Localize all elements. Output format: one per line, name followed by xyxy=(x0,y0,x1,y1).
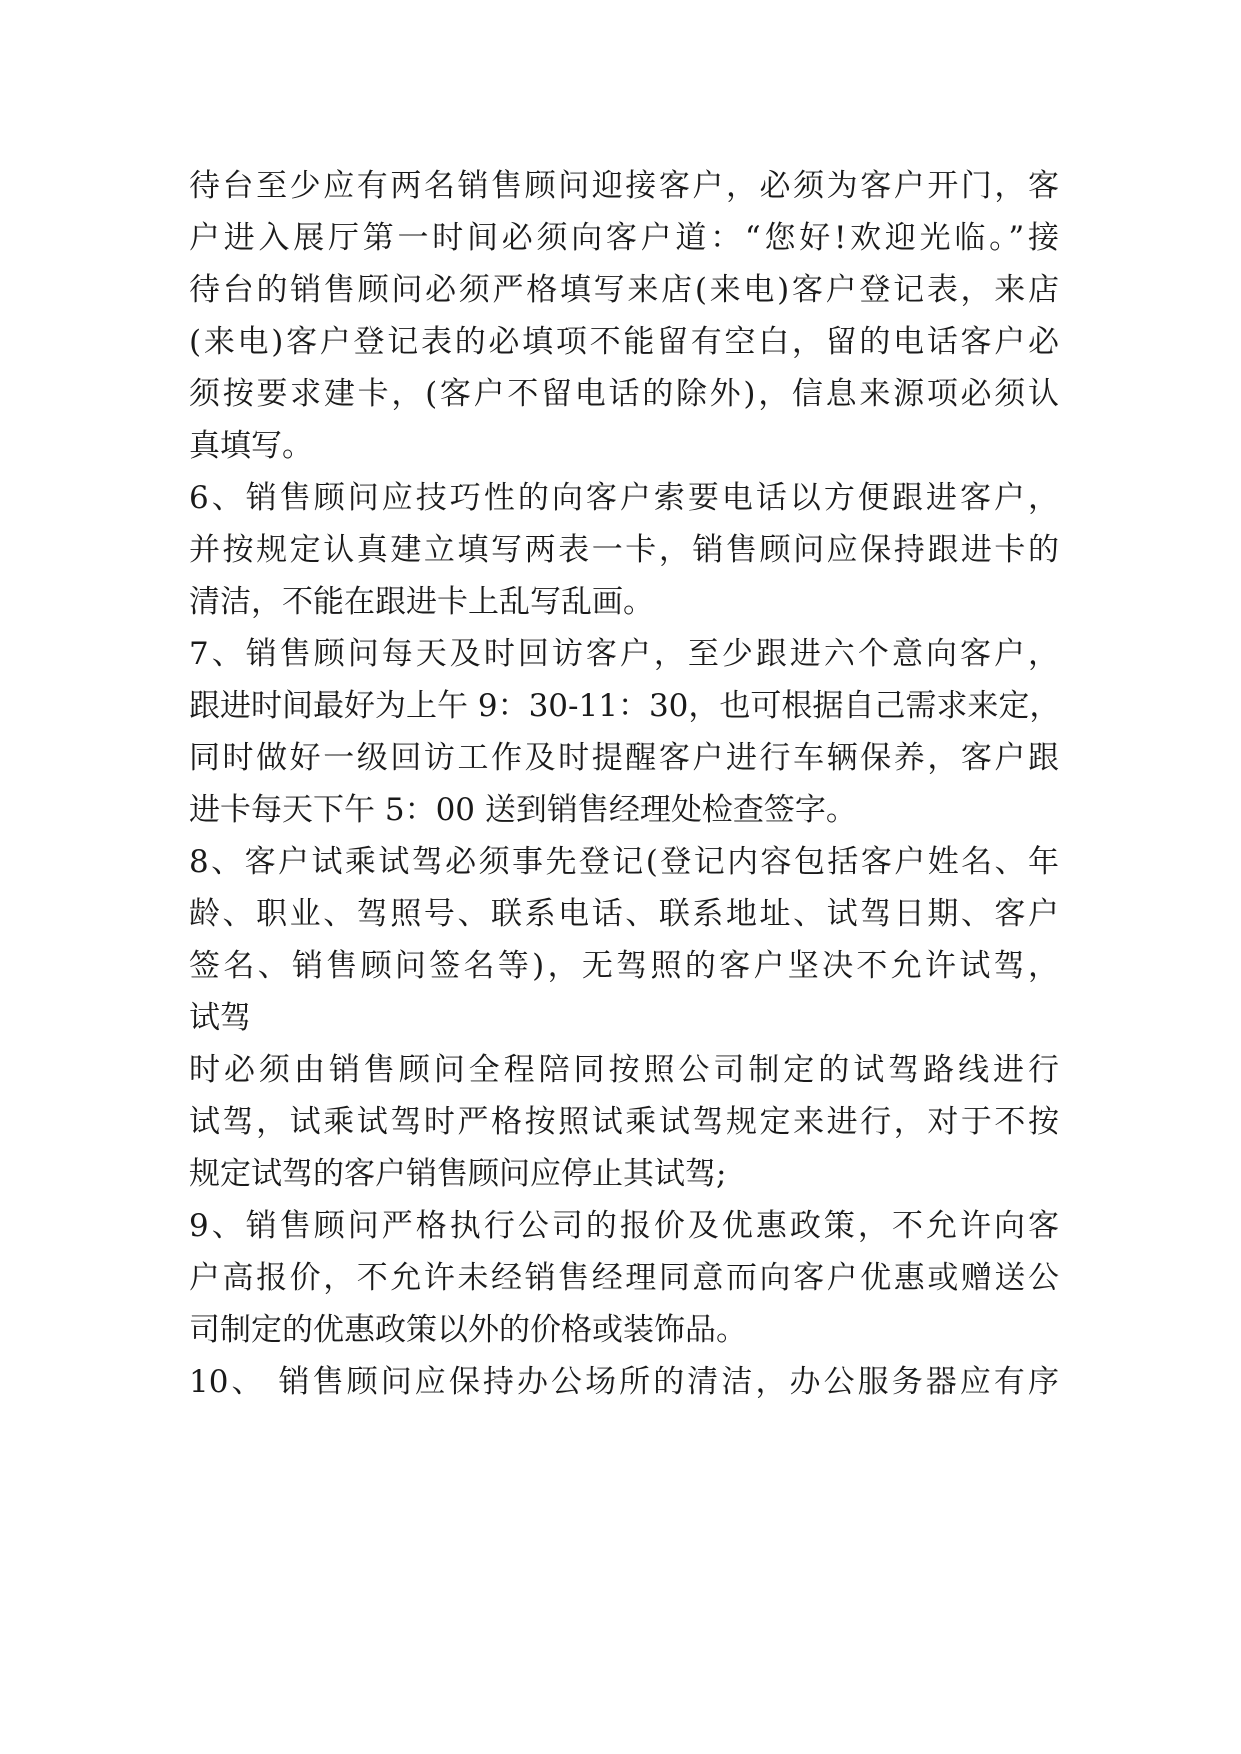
text-line: 真填写。 xyxy=(189,428,313,464)
text-line: 时必须由销售顾问全程陪同按照公司制定的试驾路线进行 xyxy=(189,1052,1059,1088)
text-line: 同时做好一级回访工作及时提醒客户进行车辆保养，客户跟 xyxy=(189,740,1059,776)
text-line: 户进入展厅第一时间必须向客户道：“您好!欢迎光临。”接 xyxy=(189,220,1059,256)
text-line: 并按规定认真建立填写两表一卡，销售顾问应保持跟进卡的 xyxy=(189,532,1059,568)
text-line: 户高报价，不允许未经销售经理同意而向客户优惠或赠送公 xyxy=(189,1260,1059,1296)
text-line: 清洁，不能在跟进卡上乱写乱画。 xyxy=(189,584,654,620)
text-line: 10、 销售顾问应保持办公场所的清洁，办公服务器应有序 xyxy=(189,1364,1059,1400)
text-line: (来电)客户登记表的必填项不能留有空白，留的电话客户必 xyxy=(189,324,1059,360)
text-line: 待台的销售顾问必须严格填写来店(来电)客户登记表，来店 xyxy=(189,272,1059,308)
text-line: 6、销售顾问应技巧性的向客户索要电话以方便跟进客户， xyxy=(189,480,1059,516)
text-line: 9、销售顾问严格执行公司的报价及优惠政策，不允许向客 xyxy=(189,1208,1059,1244)
text-line: 司制定的优惠政策以外的价格或装饰品。 xyxy=(189,1312,747,1348)
text-line: 跟进时间最好为上午 9：30-11：30，也可根据自己需求来定， xyxy=(189,688,1061,724)
text-line: 规定试驾的客户销售顾问应停止其试驾; xyxy=(189,1156,727,1192)
text-line: 8、客户试乘试驾必须事先登记(登记内容包括客户姓名、年 xyxy=(189,844,1059,880)
text-line: 试驾，试乘试驾时严格按照试乘试驾规定来进行，对于不按 xyxy=(189,1104,1059,1140)
document-body xyxy=(189,160,1059,1408)
text-line: 进卡每天下午 5：00 送到销售经理处检查签字。 xyxy=(189,792,857,828)
text-line: 龄、职业、驾照号、联系电话、联系地址、试驾日期、客户 xyxy=(189,896,1059,932)
text-line: 须按要求建卡，(客户不留电话的除外)，信息来源项必须认 xyxy=(189,376,1059,412)
text-line: 签名、销售顾问签名等)，无驾照的客户坚决不允许试驾， xyxy=(189,948,1059,984)
text-line: 试驾 xyxy=(189,1000,251,1036)
text-line: 待台至少应有两名销售顾问迎接客户，必须为客户开门，客 xyxy=(189,168,1059,204)
text-line: 7、销售顾问每天及时回访客户，至少跟进六个意向客户， xyxy=(189,636,1059,672)
